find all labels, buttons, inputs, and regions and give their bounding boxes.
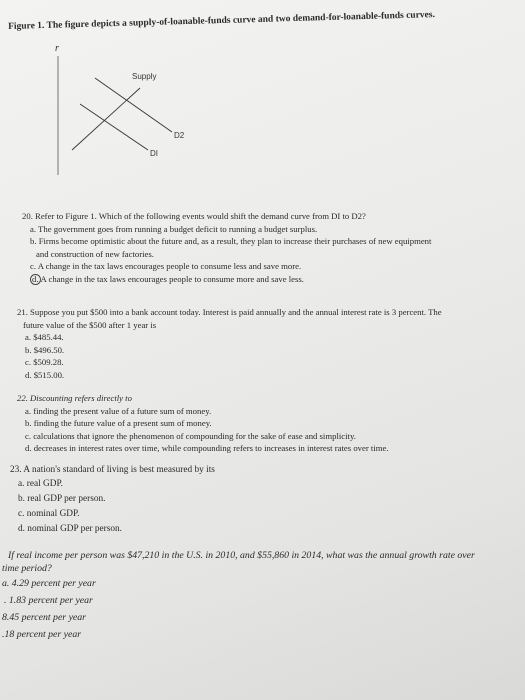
question-23 — [10, 464, 215, 537]
question-21-option-d: d. $515.00. — [25, 369, 65, 380]
y-axis-label: r — [55, 43, 59, 54]
question-21-stem-cont: future value of the $500 after 1 year is — [23, 319, 157, 330]
question-22 — [17, 392, 389, 455]
figure-title: Figure 1. The figure depicts a supply-of-loanable-funds curve and two demand-for-loanable-funds curves. — [8, 10, 436, 32]
question-21-option-b: b. $496.50. — [25, 344, 65, 355]
question-23-option-d: d. nominal GDP per person. — [18, 523, 122, 534]
question-23-stem: 23. A nation's standard of living is best measured by its — [10, 465, 215, 475]
supply-curve — [72, 88, 140, 150]
circled-answer-mark: d. — [32, 273, 39, 284]
demand-curve-d2 — [95, 78, 172, 132]
question-20 — [22, 210, 431, 285]
question-20-option-d — [22, 273, 431, 286]
question-20-option-c: c. A change in the tax laws encourages people to consume less and save more. — [30, 261, 302, 271]
question-23-option-b: b. real GDP per person. — [18, 493, 106, 504]
question-24-option-d: .18 percent per year — [2, 629, 82, 640]
question-20-option-d-text: A change in the tax laws encourages people to consume more and save less. — [40, 273, 304, 284]
question-20-stem: 20. Refer to Figure 1. Which of the following events would shift the demand curve from DI to D2? — [22, 211, 366, 221]
question-24-option-c: 8.45 percent per year — [2, 612, 86, 623]
question-23-option-c: c. nominal GDP. — [18, 508, 80, 519]
question-21-option-a: a. $485.44. — [25, 332, 64, 342]
question-22-option-d: d. decreases in interest rates over time, while compounding refers to increases in interest rates over time. — [25, 443, 389, 453]
question-24-stem: If real income per person was $47,210 in the U.S. in 2010, and $55,860 in 2014, what was the annual growth rate over — [8, 550, 475, 561]
d1-label: DI — [150, 149, 158, 158]
question-22-option-b: b. finding the future value of a present sum of money. — [25, 418, 212, 428]
demand-curve-d1 — [80, 104, 148, 150]
question-24 — [2, 550, 475, 643]
question-20-option-b-cont: and construction of new factories. — [36, 248, 154, 259]
question-21-stem: 21. Suppose you put $500 into a bank account today. Interest is paid annually and the annual interest rate is 3 percent. The — [17, 307, 442, 317]
question-24-stem-cont: time period? — [2, 562, 52, 574]
supply-label: Supply — [132, 72, 157, 81]
loanable-funds-graph — [0, 0, 525, 200]
question-24-option-b: . 1.83 percent per year — [4, 595, 93, 606]
question-22-option-c: c. calculations that ignore the phenomenon of compounding for the sake of ease and simplicity. — [25, 430, 356, 441]
question-24-option-a: a. 4.29 percent per year — [2, 578, 96, 589]
question-21 — [17, 306, 442, 381]
d2-label: D2 — [174, 131, 185, 140]
question-22-stem: 22. Discounting refers directly to — [17, 393, 132, 403]
question-21-option-c: c. $509.28. — [25, 357, 64, 367]
question-20-option-a: a. The government goes from running a budget deficit to running a budget surplus. — [30, 223, 318, 234]
question-20-option-b: b. Firms become optimistic about the future and, as a result, they plan to increase their purchases of new equipment — [30, 236, 432, 246]
question-22-option-a: a. finding the present value of a future sum of money. — [25, 405, 212, 416]
question-23-option-a: a. real GDP. — [18, 478, 63, 489]
